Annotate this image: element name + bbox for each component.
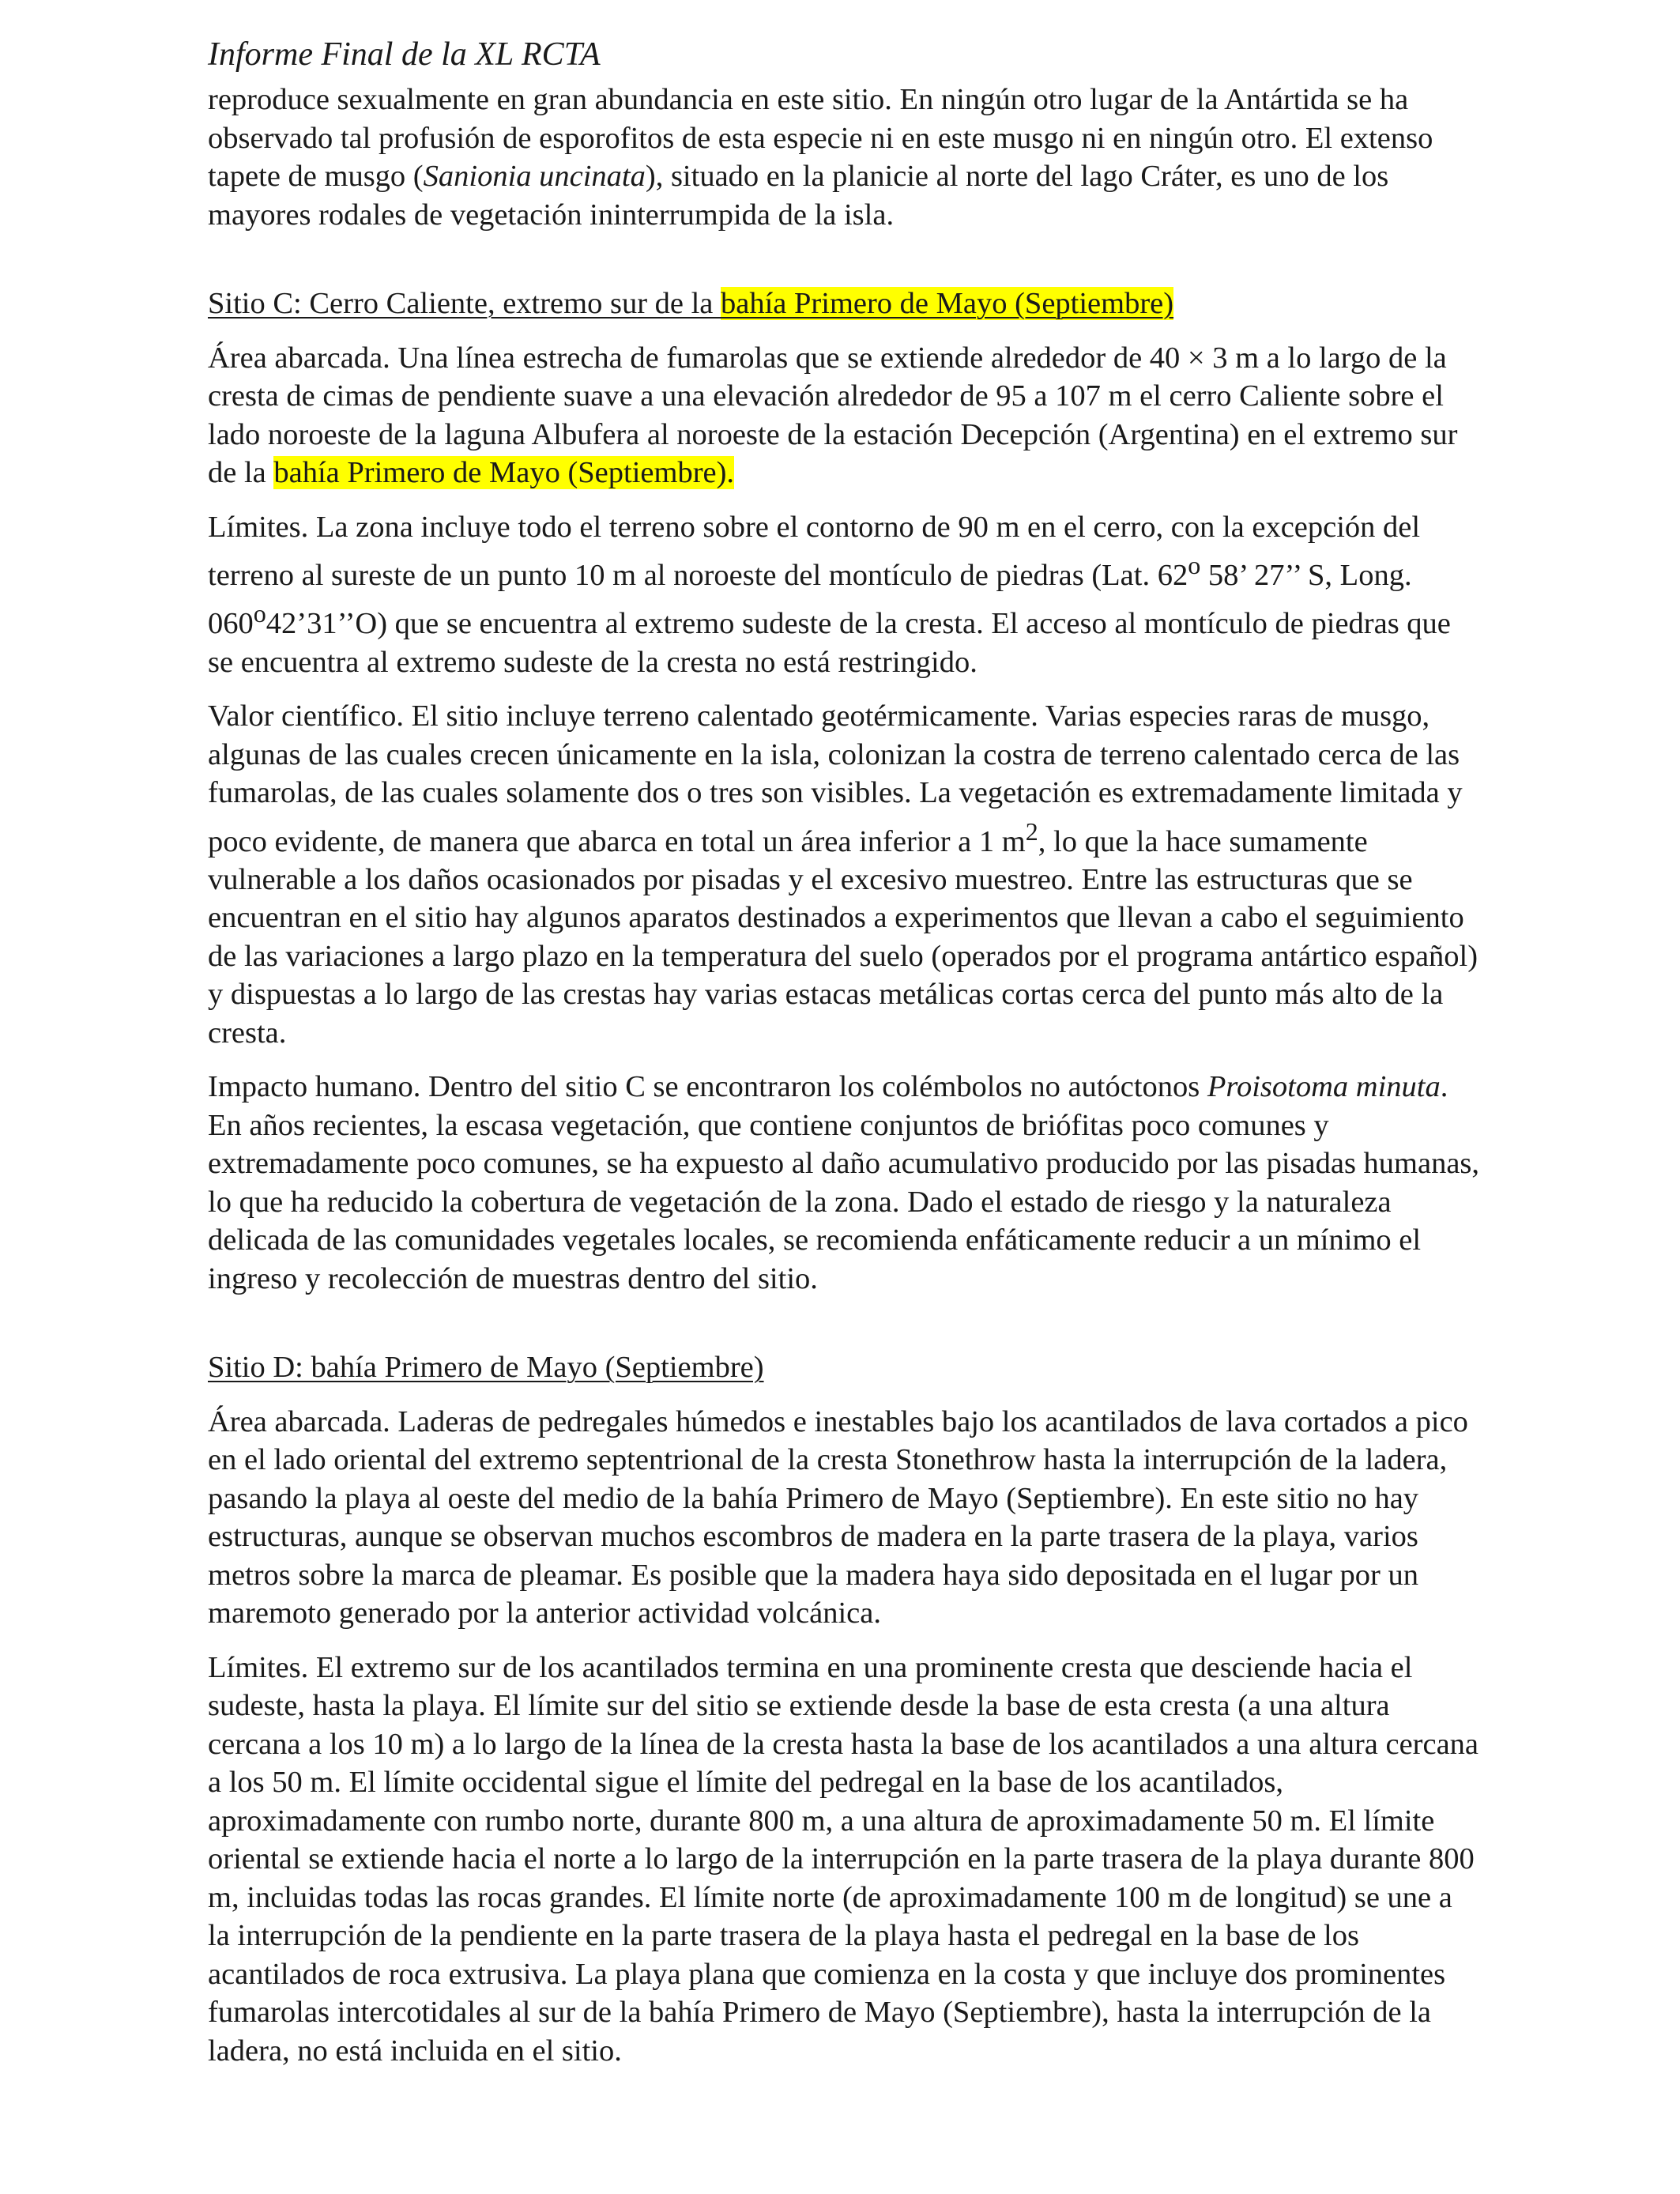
running-header: Informe Final de la XL RCTA [208, 36, 601, 73]
paragraph-spacer [208, 1387, 1480, 1403]
section-spacer [208, 1298, 1480, 1348]
species-name: Sanionia uncinata [423, 160, 646, 193]
site-c-area-highlight: bahía Primero de Mayo (Septiembre). [273, 456, 735, 489]
site-d-area-paragraph: Área abarcada. Laderas de pedregales húmedos e inestables bajo los acantilados de lava cortados a pico en el lado oriental del extremo septentrional de la cresta Stonethrow hasta la interrupción de la ladera, pasando la playa al oeste del medio de la bahía Primero de Mayo (Septiembre). En este sitio no hay estructuras, aunque se observan muchos escombros de madera en la parte trasera de la playa, varios metros sobre la marca de pleamar. Es posible que la madera haya sido depositada en el lugar por un maremoto generado por la anterior actividad volcánica. [208, 1404, 1468, 1630]
site-d-heading-text: Sitio D: bahía Primero de Mayo (Septiembre) [208, 1351, 764, 1385]
site-c-impact-text-a: Impacto humano. Dentro del sitio C se encontraron los colémbolos no autóctonos [208, 1070, 1207, 1104]
site-c-heading [208, 285, 1480, 323]
species-name: Proisotoma minuta [1207, 1070, 1441, 1104]
site-c-heading-text: Sitio C: Cerro Caliente, extremo sur de la [208, 287, 721, 320]
site-d-heading [208, 1348, 1480, 1387]
section-spacer [208, 234, 1480, 285]
paragraph-spacer [208, 323, 1480, 339]
squared-mark: 2 [1025, 816, 1038, 846]
site-c-value-paragraph [208, 697, 1480, 1052]
site-c-value-text-b: , lo que la hace sumamente vulnerable a los daños ocasionados por pisadas y el excesivo muestreo. Entre las estructuras que se encuentran en el sitio hay algunos aparatos destinados a experimentos que llevan a cabo el seguimiento de las variaciones a largo plazo en la temperatura del suelo (operados por el programa antártico español) y dispuestas a lo largo de las crestas hay varias estacas metálicas cortas cerca del punto más alto de la cresta. [208, 824, 1478, 1050]
paragraph-spacer [208, 1633, 1480, 1649]
site-c-value-text-a: Valor científico. El sitio incluye terreno calentado geotérmicamente. Varias especies raras de musgo, algunas de las cuales crecen únicamente en la isla, colonizan la costra de terreno calentado cerca de las fumarolas, de las cuales solamente dos o tres son visibles. La vegetación es extremadamente limitada y poco evidente, de manera que abarca en total un área inferior a 1 m [208, 699, 1463, 858]
degree-mark: o [253, 599, 266, 628]
site-c-area-text: Área abarcada. Una línea estrecha de fumarolas que se extiende alrededor de 40 × 3 m a lo largo de la cresta de cimas de pendiente suave a una elevación alrededor de 95 a 107 m el cerro Caliente sobre el lado noroeste de la laguna Albufera al noroeste de la estación Decepción (Argentina) en el extremo sur de la [208, 341, 1458, 489]
site-c-impact-text-b: . En años recientes, la escasa vegetación, que contiene conjuntos de briófitas poco comunes y extremadamente poco comunes, se ha expuesto al daño acumulativo producido por las pisadas humanas, lo que ha reducido la cobertura de vegetación de la zona. Dado el estado de riesgo y la naturaleza delicada de las comunidades vegetales locales, se recomienda enfáticamente reducir a un mínimo el ingreso y recolección de muestras dentro del sitio. [208, 1070, 1480, 1295]
intro-paragraph [208, 81, 1480, 234]
site-c-limits-paragraph [208, 508, 1480, 682]
paragraph-spacer [208, 492, 1480, 508]
intro-text: reproduce sexualmente en gran abundancia en este sitio. En ningún otro lugar de la Antártida se ha observado tal profusión de esporofitos de esta especie ni en este musgo ni en ningún otro. El extenso tapete de musgo ( [208, 83, 1433, 193]
site-c-heading-highlight: bahía Primero de Mayo (Septiembre) [721, 287, 1174, 320]
paragraph-spacer [208, 681, 1480, 697]
paragraph-spacer [208, 1052, 1480, 1068]
site-c-limits-text-a: Límites. La zona incluye todo el terreno sobre el contorno de 90 m en el cerro, con la excepción del terreno al sureste de un punto 10 m al noroeste del montículo de piedras (Lat. 62 [208, 510, 1421, 592]
document-page [208, 30, 1480, 2070]
site-d-limits-paragraph: Límites. El extremo sur de los acantilados termina en una prominente cresta que desciende hacia el sudeste, hasta la playa. El límite sur del sitio se extiende desde la base de esta cresta (a una altura cercana a los 10 m) a lo largo de la línea de la cresta hasta la base de los acantilados a una altura cercana a los 50 m. El límite occidental sigue el límite del pedregal en la base de los acantilados, aproximadamente con rumbo norte, durante 800 m, a una altura de aproximadamente 50 m. El límite oriental se extiende hacia el norte a lo largo de la interrupción en la parte trasera de la playa durante 800 m, incluidas todas las rocas grandes. El límite norte (de aproximadamente 100 m de longitud) se une a la interrupción de la pendiente en la parte trasera de la playa hasta el pedregal en la base de los acantilados de roca extrusiva. La playa plana que comienza en la costa y que incluye dos prominentes fumarolas intercotidales al sur de la bahía Primero de Mayo (Septiembre), hasta la interrupción de la ladera, no está incluida en el sitio. [208, 1650, 1479, 2068]
site-c-limits-text-b: 58’ 27’’ S, Long. 060 [208, 558, 1412, 641]
intro-text-end: ), situado en la planicie al norte del lago Cráter, es uno de los mayores rodales de vegetación ininterrumpida de la isla. [208, 160, 1389, 232]
site-c-area-paragraph [208, 339, 1480, 492]
site-c-limits-text-c: 42’31’’O) que se encuentra al extremo sudeste de la cresta. El acceso al montículo de piedras que se encuentra al extremo sudeste de la cresta no está restringido. [208, 607, 1451, 679]
degree-mark: o [1188, 551, 1201, 579]
site-c-impact-paragraph [208, 1068, 1480, 1298]
